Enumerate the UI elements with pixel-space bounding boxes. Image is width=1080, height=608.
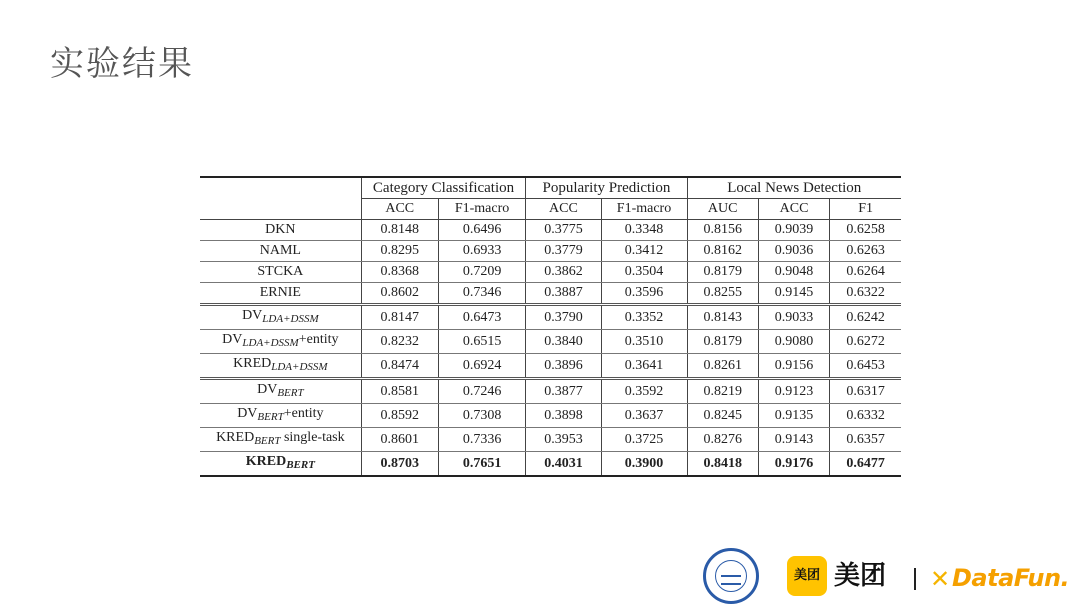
metric-value-cell: 0.8602 [361, 283, 438, 305]
table-row [200, 354, 901, 379]
metric-value-cell: 0.3596 [601, 283, 687, 305]
metric-value-cell: 0.9135 [758, 404, 829, 428]
model-base: KRED [216, 430, 255, 445]
metric-value-cell: 0.3898 [526, 404, 601, 428]
model-name-cell [200, 404, 361, 428]
model-base: STCKA [257, 264, 304, 279]
group-header-row [200, 177, 901, 199]
metric-value-cell: 0.8162 [687, 241, 758, 262]
model-subscript: LDA+DSSM [242, 337, 299, 349]
metric-value-cell: 0.6496 [438, 220, 526, 241]
table-row [200, 241, 901, 262]
metric-value-cell: 0.8601 [361, 428, 438, 452]
metric-value-cell: 0.3877 [526, 379, 601, 404]
metric-value-cell: 0.3953 [526, 428, 601, 452]
model-subscript: BERT [254, 435, 281, 447]
metric-value-cell: 0.8156 [687, 220, 758, 241]
table-row [200, 379, 901, 404]
model-name-cell [200, 283, 361, 305]
logo-divider [914, 568, 916, 590]
slide-title: 实验结果 [50, 44, 194, 84]
metric-value-cell: 0.3779 [526, 241, 601, 262]
meituan-logo-text: 美团 [834, 561, 887, 591]
metric-value-cell: 0.6272 [830, 330, 901, 354]
metric-header-row [200, 199, 901, 220]
metric-value-cell: 0.3352 [601, 305, 687, 330]
metric-value-cell: 0.8261 [687, 354, 758, 379]
model-suffix: +entity [298, 332, 339, 347]
metric-value-cell: 0.9048 [758, 262, 829, 283]
metric-value-cell: 0.3725 [601, 428, 687, 452]
metric-value-cell: 0.9033 [758, 305, 829, 330]
model-name-cell [200, 241, 361, 262]
group-header: Category Classification [361, 177, 526, 199]
metric-value-cell: 0.8276 [687, 428, 758, 452]
metric-value-cell: 0.7308 [438, 404, 526, 428]
model-name-cell [200, 452, 361, 477]
model-base: DKN [265, 222, 296, 237]
metric-value-cell: 0.3592 [601, 379, 687, 404]
metric-value-cell: 0.4031 [526, 452, 601, 477]
metric-value-cell: 0.3348 [601, 220, 687, 241]
metric-value-cell: 0.6263 [830, 241, 901, 262]
metric-value-cell: 0.6357 [830, 428, 901, 452]
metric-value-cell: 0.8179 [687, 330, 758, 354]
model-base: DV [257, 382, 278, 397]
metric-value-cell: 0.7336 [438, 428, 526, 452]
datafun-mark-icon: ✕ [930, 565, 951, 593]
metric-header: F1-macro [438, 199, 526, 220]
metric-value-cell: 0.6242 [830, 305, 901, 330]
metric-value-cell: 0.8232 [361, 330, 438, 354]
metric-value-cell: 0.7346 [438, 283, 526, 305]
model-name-cell [200, 305, 361, 330]
table-row [200, 428, 901, 452]
model-base: KRED [233, 356, 272, 371]
metric-value-cell: 0.8143 [687, 305, 758, 330]
model-name-cell [200, 428, 361, 452]
metric-value-cell: 0.9143 [758, 428, 829, 452]
metric-value-cell: 0.8474 [361, 354, 438, 379]
metric-header: ACC [758, 199, 829, 220]
datafun-logo-text: DataFun. [952, 564, 1070, 592]
meituan-logo-icon: 美团 [787, 556, 827, 596]
model-subscript: LDA+DSSM [271, 361, 328, 373]
group-header: Local News Detection [687, 177, 901, 199]
metric-value-cell: 0.8368 [361, 262, 438, 283]
model-subscript: BERT [277, 387, 304, 399]
model-name-cell [200, 220, 361, 241]
metric-value-cell: 0.9145 [758, 283, 829, 305]
model-base: ERNIE [259, 285, 301, 300]
row-group-baselines [200, 220, 901, 305]
metric-value-cell: 0.8703 [361, 452, 438, 477]
results-table [200, 176, 901, 477]
metric-value-cell: 0.6332 [830, 404, 901, 428]
metric-value-cell: 0.6317 [830, 379, 901, 404]
metric-value-cell: 0.7246 [438, 379, 526, 404]
model-suffix: single-task [280, 430, 345, 445]
model-name-cell [200, 354, 361, 379]
table-row [200, 283, 901, 305]
metric-value-cell: 0.8592 [361, 404, 438, 428]
table-row [200, 305, 901, 330]
model-base: DV [242, 308, 263, 323]
metric-value-cell: 0.6515 [438, 330, 526, 354]
metric-value-cell: 0.3862 [526, 262, 601, 283]
model-name-cell [200, 379, 361, 404]
model-name-cell [200, 330, 361, 354]
metric-value-cell: 0.9176 [758, 452, 829, 477]
metric-value-cell: 0.7209 [438, 262, 526, 283]
metric-value-cell: 0.8148 [361, 220, 438, 241]
table-row [200, 452, 901, 477]
metric-value-cell: 0.3504 [601, 262, 687, 283]
metric-value-cell: 0.6264 [830, 262, 901, 283]
metric-value-cell: 0.7651 [438, 452, 526, 477]
metric-value-cell: 0.9123 [758, 379, 829, 404]
metric-header: ACC [526, 199, 601, 220]
metric-value-cell: 0.6258 [830, 220, 901, 241]
metric-value-cell: 0.9036 [758, 241, 829, 262]
model-base: DV [222, 332, 243, 347]
model-name-cell [200, 262, 361, 283]
seal-book-icon [721, 575, 741, 585]
metric-value-cell: 0.3887 [526, 283, 601, 305]
metric-header: AUC [687, 199, 758, 220]
table-row [200, 262, 901, 283]
metric-value-cell: 0.3510 [601, 330, 687, 354]
model-base: NAML [259, 243, 301, 258]
metric-value-cell: 0.6453 [830, 354, 901, 379]
metric-value-cell: 0.3790 [526, 305, 601, 330]
metric-value-cell: 0.8581 [361, 379, 438, 404]
table-row [200, 330, 901, 354]
model-subscript: LDA+DSSM [262, 313, 319, 325]
metric-value-cell: 0.8179 [687, 262, 758, 283]
metric-value-cell: 0.3840 [526, 330, 601, 354]
metric-value-cell: 0.8219 [687, 379, 758, 404]
metric-value-cell: 0.6933 [438, 241, 526, 262]
metric-value-cell: 0.6322 [830, 283, 901, 305]
model-subscript: BERT [286, 459, 315, 471]
metric-value-cell: 0.8418 [687, 452, 758, 477]
metric-value-cell: 0.3641 [601, 354, 687, 379]
table-row [200, 220, 901, 241]
metric-value-cell: 0.9156 [758, 354, 829, 379]
metric-value-cell: 0.6477 [830, 452, 901, 477]
metric-header: F1-macro [601, 199, 687, 220]
metric-value-cell: 0.3775 [526, 220, 601, 241]
metric-value-cell: 0.9039 [758, 220, 829, 241]
metric-value-cell: 0.8255 [687, 283, 758, 305]
model-suffix: +entity [283, 406, 324, 421]
metric-header: ACC [361, 199, 438, 220]
metric-value-cell: 0.6924 [438, 354, 526, 379]
metric-value-cell: 0.3900 [601, 452, 687, 477]
metric-value-cell: 0.3412 [601, 241, 687, 262]
metric-value-cell: 0.3896 [526, 354, 601, 379]
metric-value-cell: 0.3637 [601, 404, 687, 428]
model-subscript: BERT [257, 411, 284, 423]
table-row [200, 404, 901, 428]
metric-header: F1 [830, 199, 901, 220]
corner-cell [200, 177, 361, 199]
university-seal-icon [703, 548, 759, 604]
corner-cell [200, 199, 361, 220]
metric-value-cell: 0.8245 [687, 404, 758, 428]
metric-value-cell: 0.9080 [758, 330, 829, 354]
metric-value-cell: 0.8295 [361, 241, 438, 262]
metric-value-cell: 0.6473 [438, 305, 526, 330]
metric-value-cell: 0.8147 [361, 305, 438, 330]
row-group-bert [200, 379, 901, 477]
group-header: Popularity Prediction [526, 177, 687, 199]
row-group-lda [200, 305, 901, 379]
model-base: KRED [245, 454, 287, 469]
model-base: DV [237, 406, 258, 421]
